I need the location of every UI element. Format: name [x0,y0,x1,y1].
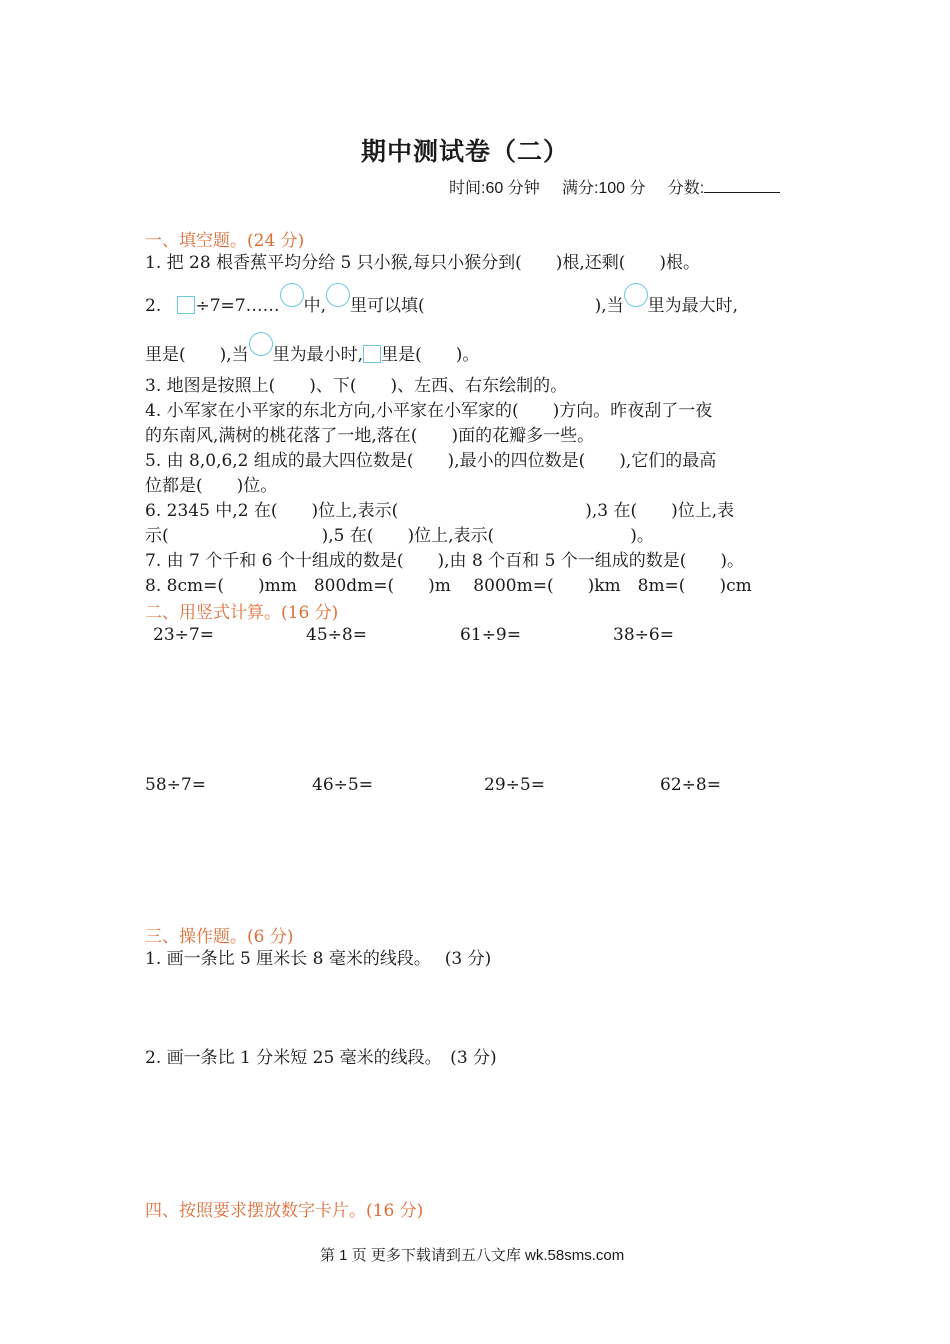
section2-heading: 二、用竖式计算。(16 分) [145,603,339,623]
circle-icon [249,332,273,356]
question-1-5-line1: 5. 由 8,0,6,2 组成的最大四位数是( ),最小的四位数是( ),它们的最高 [145,451,717,471]
circle-icon [624,283,648,307]
question-3-2: 2. 画一条比 1 分米短 25 毫米的线段。 (3 分) [145,1048,497,1068]
question-1-6-line2: 示( ),5 在( )位上,表示( )。 [145,526,654,546]
circle-icon [280,283,304,307]
exam-time: 时间:60 分钟 [449,180,540,197]
question-1-8: 8. 8cm=( )mm 800dm=( )m 8000m=( )km 8m=( )cm [145,576,752,596]
exam-score-label: 分数: [667,180,705,197]
question-3-1: 1. 画一条比 5 厘米长 8 毫米的线段。 (3 分) [145,949,492,969]
section4-heading: 四、按照要求摆放数字卡片。(16 分) [145,1201,424,1221]
circle-icon [326,283,350,307]
score-blank[interactable] [704,176,780,193]
calc-item: 58÷7= [145,775,206,795]
square-icon [177,296,195,314]
question-1-7: 7. 由 7 个千和 6 个十组成的数是( ),由 8 个百和 5 个一组成的数是( )。 [145,551,745,571]
exam-meta [449,175,780,198]
calc-item: 38÷6= [613,625,674,645]
page-footer: 第 1 页 更多下载请到五八文库 wk.58sms.com [320,1247,625,1264]
square-icon [363,345,381,363]
question-1-2-line1: 2. ÷7=7…… 中, 里可以填( ),当 里为最大时, [145,283,738,318]
question-1-1: 1. 把 28 根香蕉平均分给 5 只小猴,每只小猴分到( )根,还剩( )根。 [145,253,701,273]
question-1-3: 3. 地图是按照上( )、下( )、左西、右东绘制的。 [145,376,568,396]
question-1-4-line1: 4. 小军家在小平家的东北方向,小平家在小军家的( )方向。昨夜刮了一夜 [145,401,713,421]
section1-heading: 一、填空题。(24 分) [145,231,305,251]
calc-item: 62÷8= [660,775,721,795]
question-1-6-line1: 6. 2345 中,2 在( )位上,表示( ),3 在( )位上,表 [145,501,735,521]
page-title: 期中测试卷（二） [361,137,570,166]
question-1-5-line2: 位都是( )位。 [145,476,278,496]
question-1-2-line2: 里是( ),当 里为最小时, 里是( )。 [145,332,479,367]
calc-item: 23÷7= [153,625,214,645]
calc-item: 29÷5= [484,775,545,795]
question-1-4-line2: 的东南风,满树的桃花落了一地,落在( )面的花瓣多一些。 [145,426,595,446]
calc-item: 46÷5= [312,775,373,795]
exam-full-score: 满分:100 分 [561,180,646,197]
calc-item: 61÷9= [460,625,521,645]
section3-heading: 三、操作题。(6 分) [145,927,294,947]
calc-item: 45÷8= [306,625,367,645]
